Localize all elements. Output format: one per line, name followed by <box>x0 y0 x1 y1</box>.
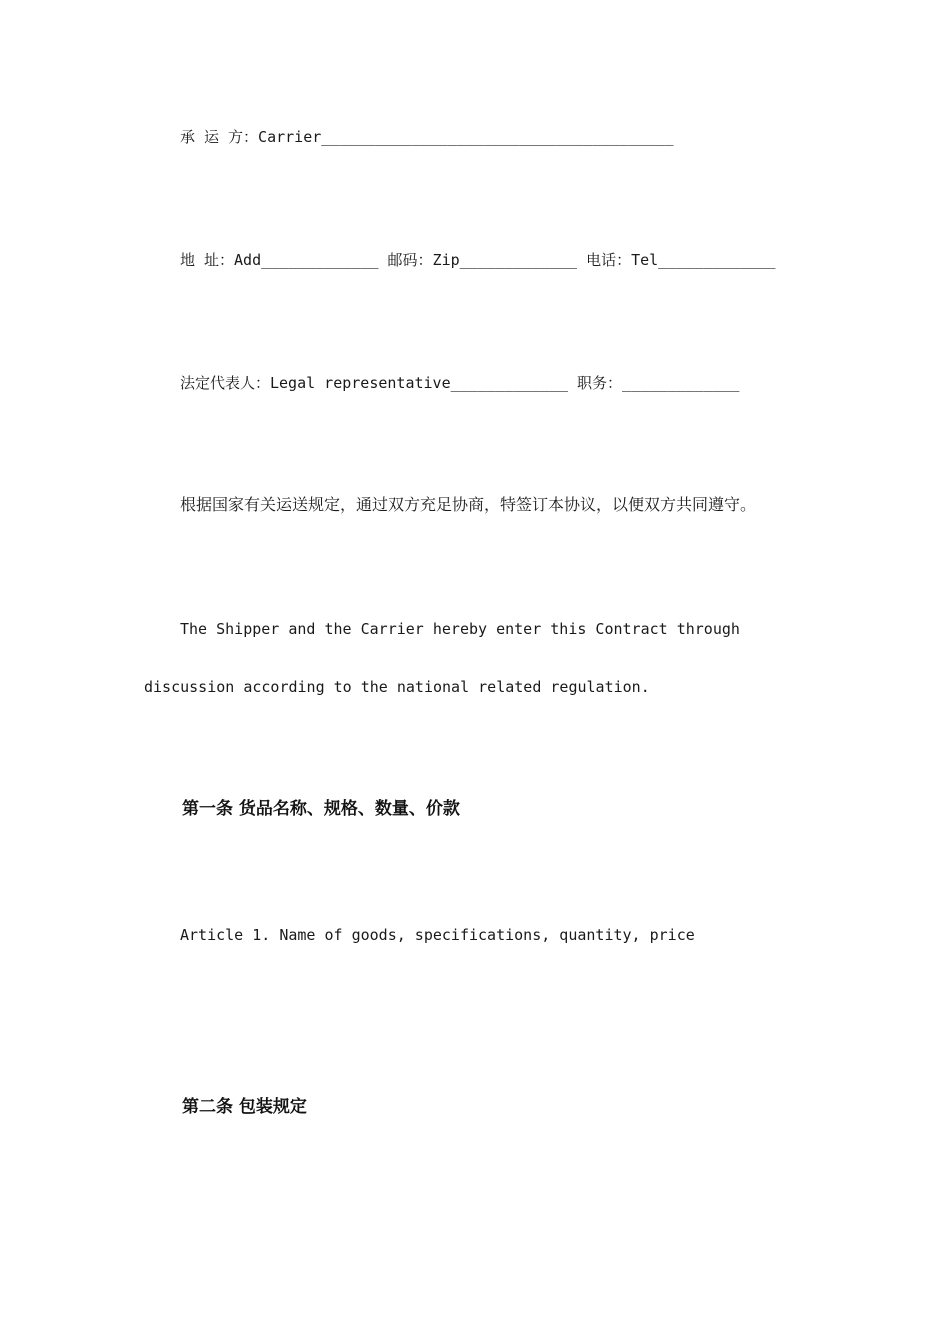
article-1-heading: 第一条 货品名称、规格、数量、价款 <box>182 799 460 819</box>
carrier-line: 承 运 方：Carrier_______________________________________ <box>180 128 674 146</box>
address-line: 地 址：Add_____________ 邮码：Zip_____________ 电话：Tel_____________ <box>180 251 776 269</box>
legal-representative-line: 法定代表人：Legal representative_____________ 职务：_____________ <box>180 374 740 392</box>
agreement-english-line-2: discussion according to the national related regulation. <box>144 678 650 696</box>
agreement-english-line-1: The Shipper and the Carrier hereby enter this Contract through <box>180 620 740 638</box>
article-2-heading: 第二条 包装规定 <box>182 1097 307 1117</box>
article-1-english: Article 1. Name of goods, specifications, quantity, price <box>180 926 695 944</box>
agreement-chinese: 根据国家有关运送规定，通过双方充足协商，特签订本协议，以便双方共同遵守。 <box>180 495 757 514</box>
